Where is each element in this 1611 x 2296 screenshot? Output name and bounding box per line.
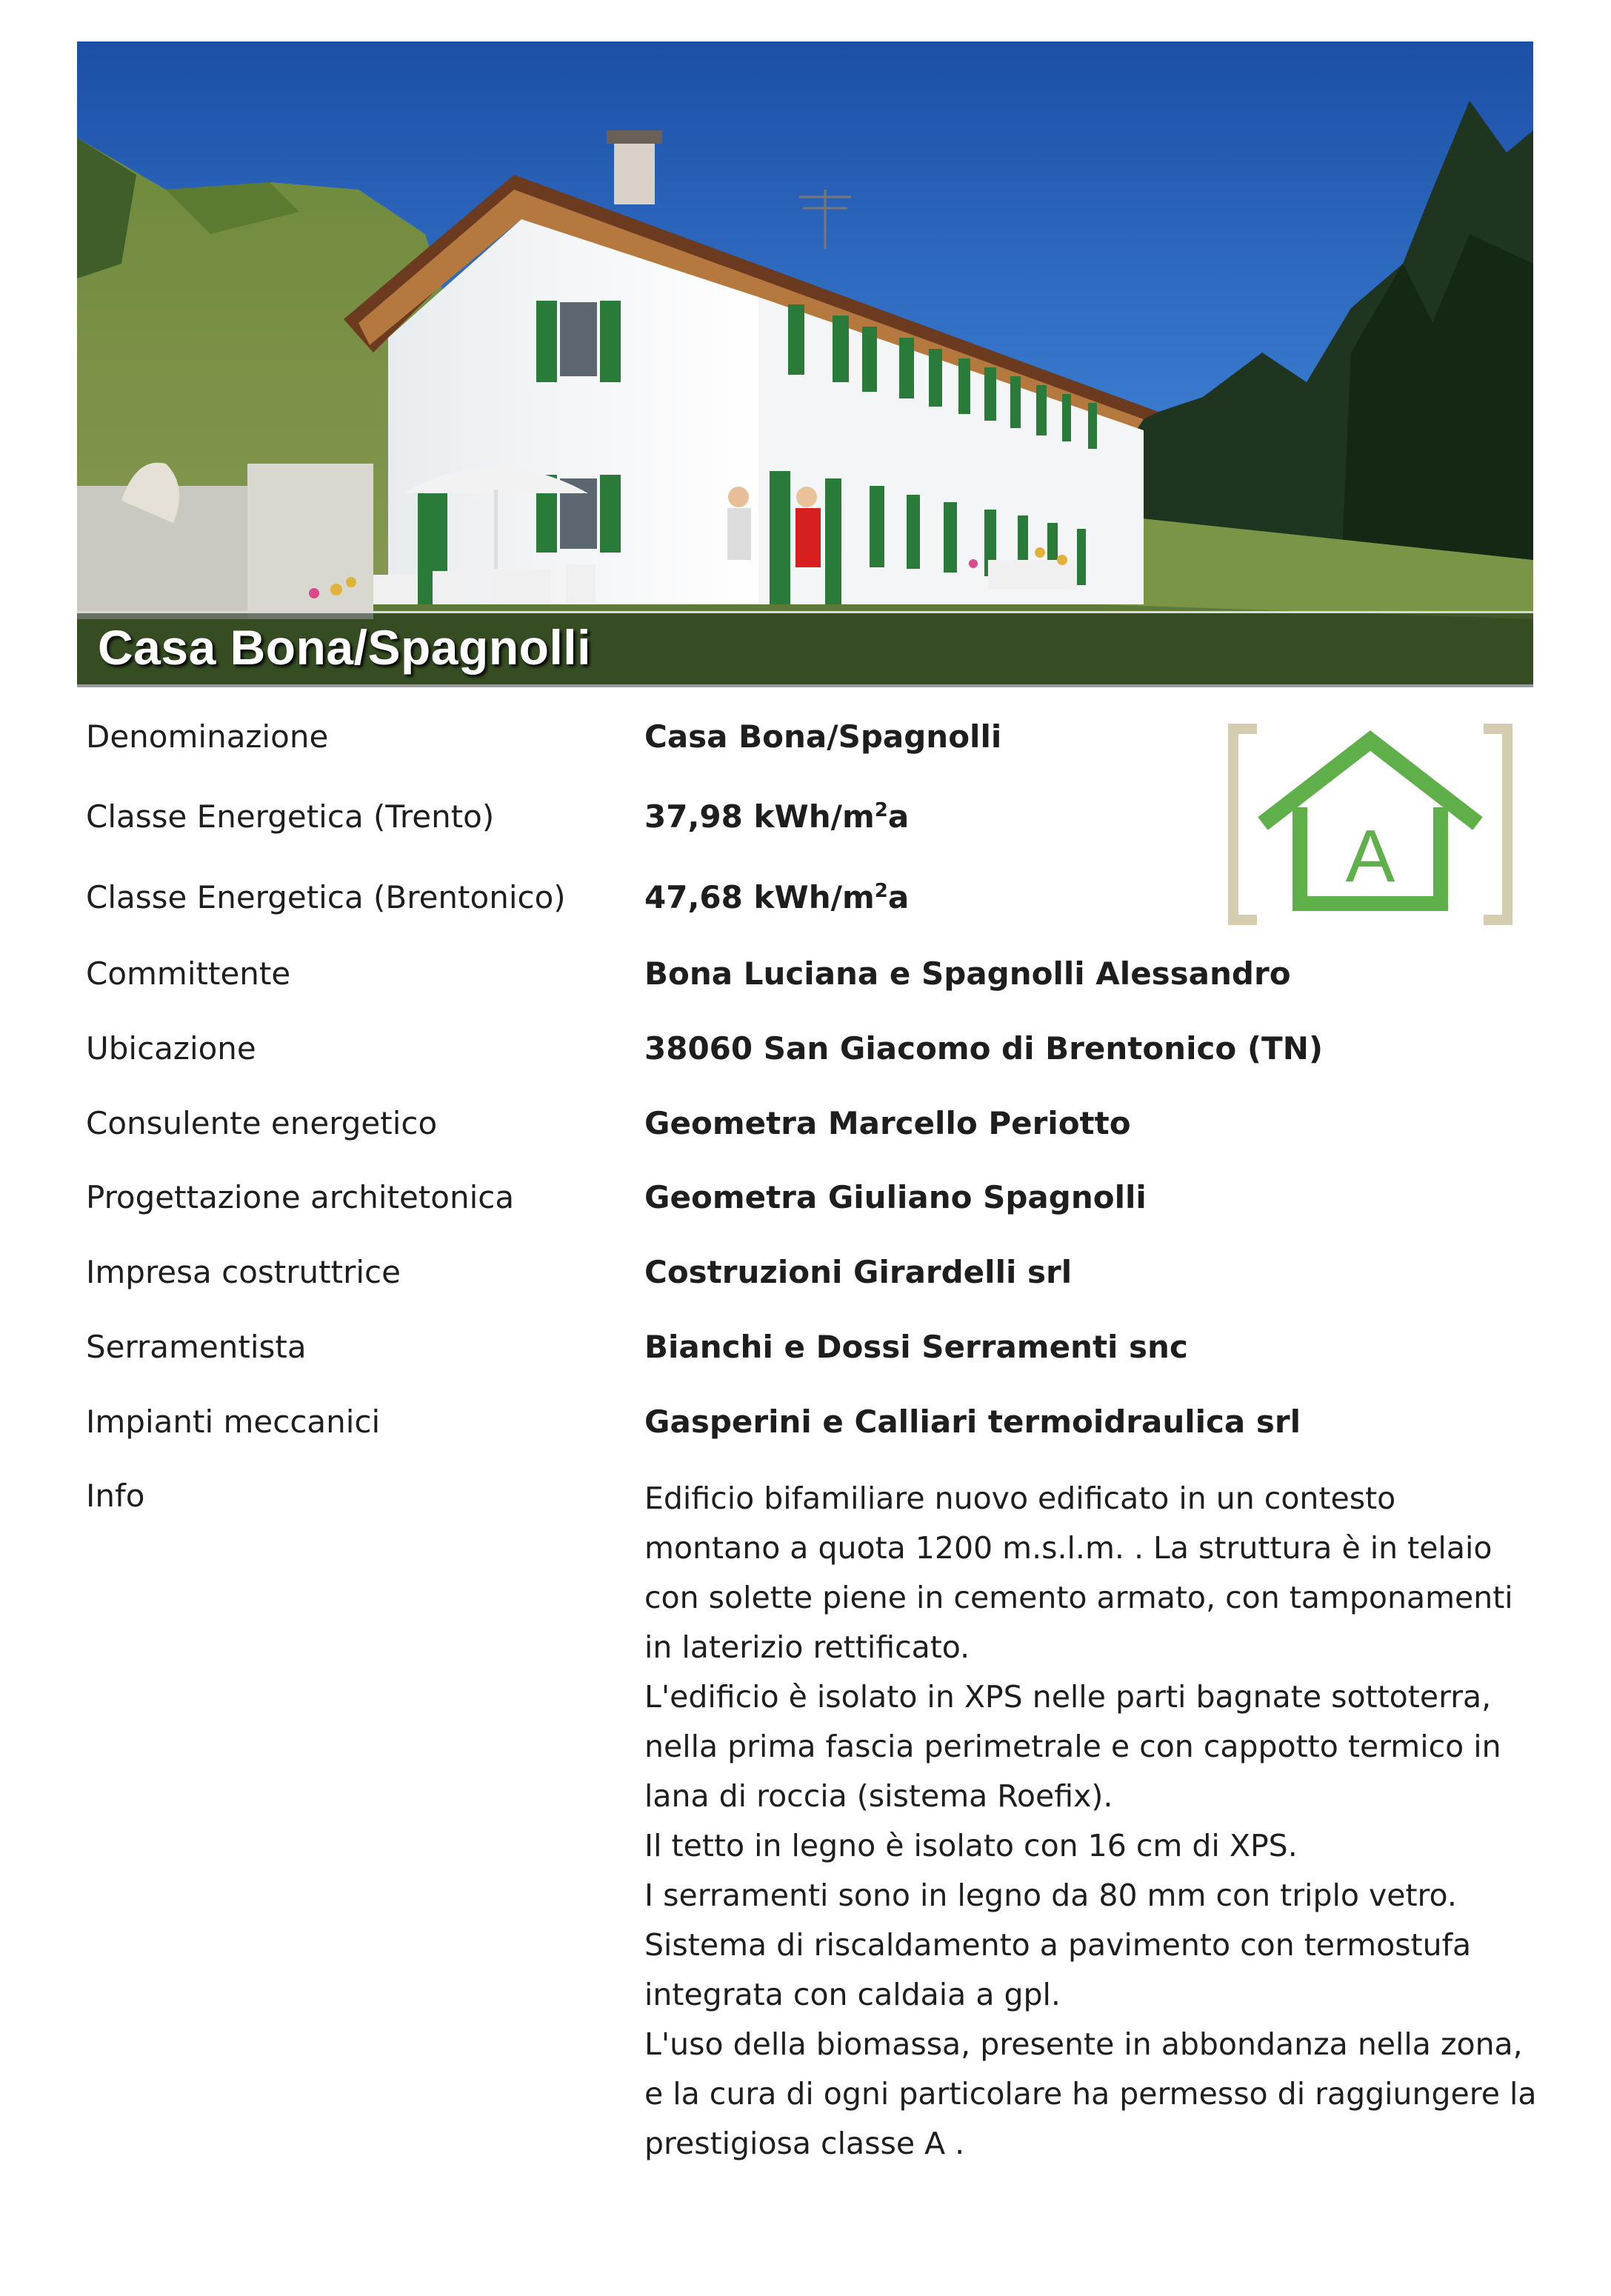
info-line: con solette piene in cemento armato, con tamponamenti: [644, 1580, 1513, 1615]
logo-letter: A: [1345, 815, 1395, 898]
house-photo-illustration: [77, 41, 1533, 684]
info-line: montano a quota 1200 m.s.l.m. . La struttura è in telaio: [644, 1530, 1492, 1566]
value-denominazione: Casa Bona/Spagnolli: [644, 718, 1002, 755]
info-line: Edificio bifamiliare nuovo edificato in un contesto: [644, 1481, 1396, 1516]
value-classe-trento: [644, 798, 909, 835]
value-impresa: Costruzioni Girardelli srl: [644, 1254, 1073, 1290]
value-classe-brentonico-suffix: a: [887, 879, 910, 915]
info-line: e la cura di ogni particolare ha permesso di raggiungere la: [644, 2076, 1537, 2112]
info-line: prestigiosa classe A .: [644, 2126, 965, 2161]
value-classe-trento-suffix: a: [887, 798, 910, 835]
hero-caption: Casa Bona/Spagnolli: [98, 620, 591, 675]
info-line: in laterizio rettificato.: [644, 1629, 970, 1665]
energy-class-a-logo: [1226, 718, 1515, 930]
value-consulente: Geometra Marcello Periotto: [644, 1105, 1131, 1141]
hero-photo: [77, 41, 1533, 687]
info-line: L'uso della biomassa, presente in abbondanza nella zona,: [644, 2026, 1523, 2062]
value-classe-brentonico: [644, 879, 909, 915]
value-classe-trento-number: 37,98 kWh/m: [644, 798, 875, 835]
value-classe-brentonico-sup: 2: [874, 880, 888, 902]
label-info: Info: [86, 1478, 145, 1514]
info-line: Sistema di riscaldamento a pavimento con termostufa: [644, 1927, 1472, 1963]
info-line: Il tetto in legno è isolato con 16 cm di XPS.: [644, 1828, 1298, 1863]
info-line: lana di roccia (sistema Roefix).: [644, 1778, 1113, 1814]
value-serramentista: Bianchi e Dossi Serramenti snc: [644, 1329, 1188, 1365]
value-impianti: Gasperini e Calliari termoidraulica srl: [644, 1404, 1301, 1440]
value-classe-trento-sup: 2: [874, 799, 888, 821]
label-classe-trento: Classe Energetica (Trento): [86, 798, 495, 835]
info-description: [644, 1474, 1537, 2169]
info-line: integrata con caldaia a gpl.: [644, 1977, 1061, 2012]
label-impresa: Impresa costruttrice: [86, 1254, 401, 1290]
value-ubicazione: 38060 San Giacomo di Brentonico (TN): [644, 1030, 1324, 1067]
label-serramentista: Serramentista: [86, 1329, 307, 1365]
value-committente: Bona Luciana e Spagnolli Alessandro: [644, 955, 1291, 992]
label-committente: Committente: [86, 955, 291, 992]
info-line: I serramenti sono in legno da 80 mm con triplo vetro.: [644, 1878, 1457, 1913]
info-line: nella prima fascia perimetrale e con cappotto termico in: [644, 1729, 1501, 1764]
info-line: L'edificio è isolato in XPS nelle parti bagnate sottoterra,: [644, 1679, 1492, 1715]
label-denominazione: Denominazione: [86, 718, 329, 755]
label-impianti: Impianti meccanici: [86, 1404, 381, 1440]
label-progettazione: Progettazione architetonica: [86, 1179, 515, 1215]
value-progettazione: Geometra Giuliano Spagnolli: [644, 1179, 1147, 1215]
label-consulente: Consulente energetico: [86, 1105, 438, 1141]
hero-caption-bar: [77, 611, 1533, 684]
label-classe-brentonico: Classe Energetica (Brentonico): [86, 879, 566, 915]
value-classe-brentonico-number: 47,68 kWh/m: [644, 879, 875, 915]
label-ubicazione: Ubicazione: [86, 1030, 256, 1067]
